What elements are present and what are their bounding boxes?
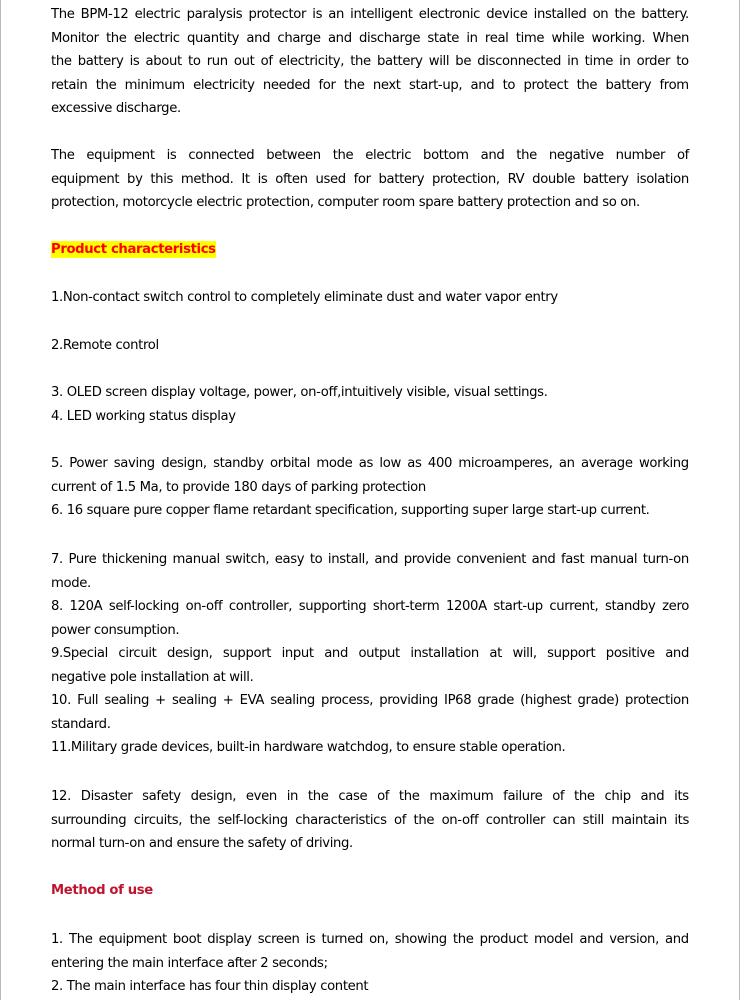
text-line: 6. 16 square pure copper flame retardant specification, supporting super large start-up current. (51, 503, 650, 518)
text-line: 1.Non-contact switch control to completely eliminate dust and water vapor entry (51, 290, 558, 305)
text-line: 12. Disaster safety design, even in the case of the maximum failure of the chip and its (51, 789, 689, 804)
text-line: normal turn-on and ensure the safety of driving. (51, 836, 353, 851)
highlighted-heading: Product characteristics (51, 242, 216, 257)
method-items (51, 928, 689, 999)
text-line: The equipment is connected between the electric bottom and the negative number of (51, 148, 689, 163)
text-line: Monitor the electric quantity and charge and discharge state in real time while working. When (51, 30, 689, 46)
characteristic-items-5-6 (51, 452, 689, 523)
text-line: mode. (51, 575, 91, 591)
text-line: 1. The equipment boot display screen is turned on, showing the product model and version, and (51, 932, 689, 947)
intro-paragraph-1 (51, 3, 689, 121)
characteristics-section (51, 238, 689, 262)
method-section (51, 879, 689, 903)
characteristic-items-7-11 (51, 548, 689, 760)
text-line: surrounding circuits, the self-locking characteristics of the on-off controller can still maintain its (51, 812, 689, 828)
text-line: 8. 120A self-locking on-off controller, supporting short-term 1200A start-up current, standby zero (51, 599, 689, 614)
text-line: 2.Remote control (51, 338, 159, 353)
intro-paragraph-2 (51, 144, 689, 215)
text-line: protection, motorcycle electric protection, computer room spare battery protection and so on. (51, 195, 640, 210)
text-line: excessive discharge. (51, 101, 181, 116)
text-line: standard. (51, 716, 111, 732)
text-line: entering the main interface after 2 seconds; (51, 955, 328, 971)
characteristic-items-3-4 (51, 381, 689, 428)
text-line: 5. Power saving design, standby orbital mode as low as 400 microamperes, an average working (51, 456, 689, 471)
text-line: the battery is about to run out of electricity, the battery will be disconnected in time in order to (51, 54, 689, 69)
text-line: 10. Full sealing + sealing + EVA sealing process, providing IP68 grade (highest grade) protection (51, 693, 689, 708)
characteristic-item-1 (51, 286, 689, 310)
text-line: 3. OLED screen display voltage, power, on-off,intuitively visible, visual settings. (51, 385, 548, 400)
text-line: 9.Special circuit design, support input and output installation at will, support positive and (51, 646, 689, 661)
section-heading (51, 238, 689, 262)
characteristic-item-2 (51, 334, 689, 358)
text-line: 11.Military grade devices, built-in hardware watchdog, to ensure stable operation. (51, 740, 566, 755)
text-line: negative pole installation at will. (51, 669, 254, 685)
section-heading: Method of use (51, 883, 153, 898)
text-line: 7. Pure thickening manual switch, easy to install, and provide convenient and fast manual turn-on (51, 552, 689, 567)
text-line: equipment by this method. It is often used for battery protection, RV double battery isolation (51, 171, 689, 187)
text-line: 4. LED working status display (51, 408, 236, 424)
characteristic-item-12 (51, 785, 689, 856)
text-line: 2. The main interface has four thin display content (51, 979, 369, 994)
text-line: power consumption. (51, 622, 180, 638)
text-line: The BPM-12 electric paralysis protector is an intelligent electronic device installed on the battery. (51, 7, 689, 22)
text-line: retain the minimum electricity needed for the next start-up, and to protect the battery from (51, 77, 689, 93)
text-line: current of 1.5 Ma, to provide 180 days of parking protection (51, 479, 426, 495)
